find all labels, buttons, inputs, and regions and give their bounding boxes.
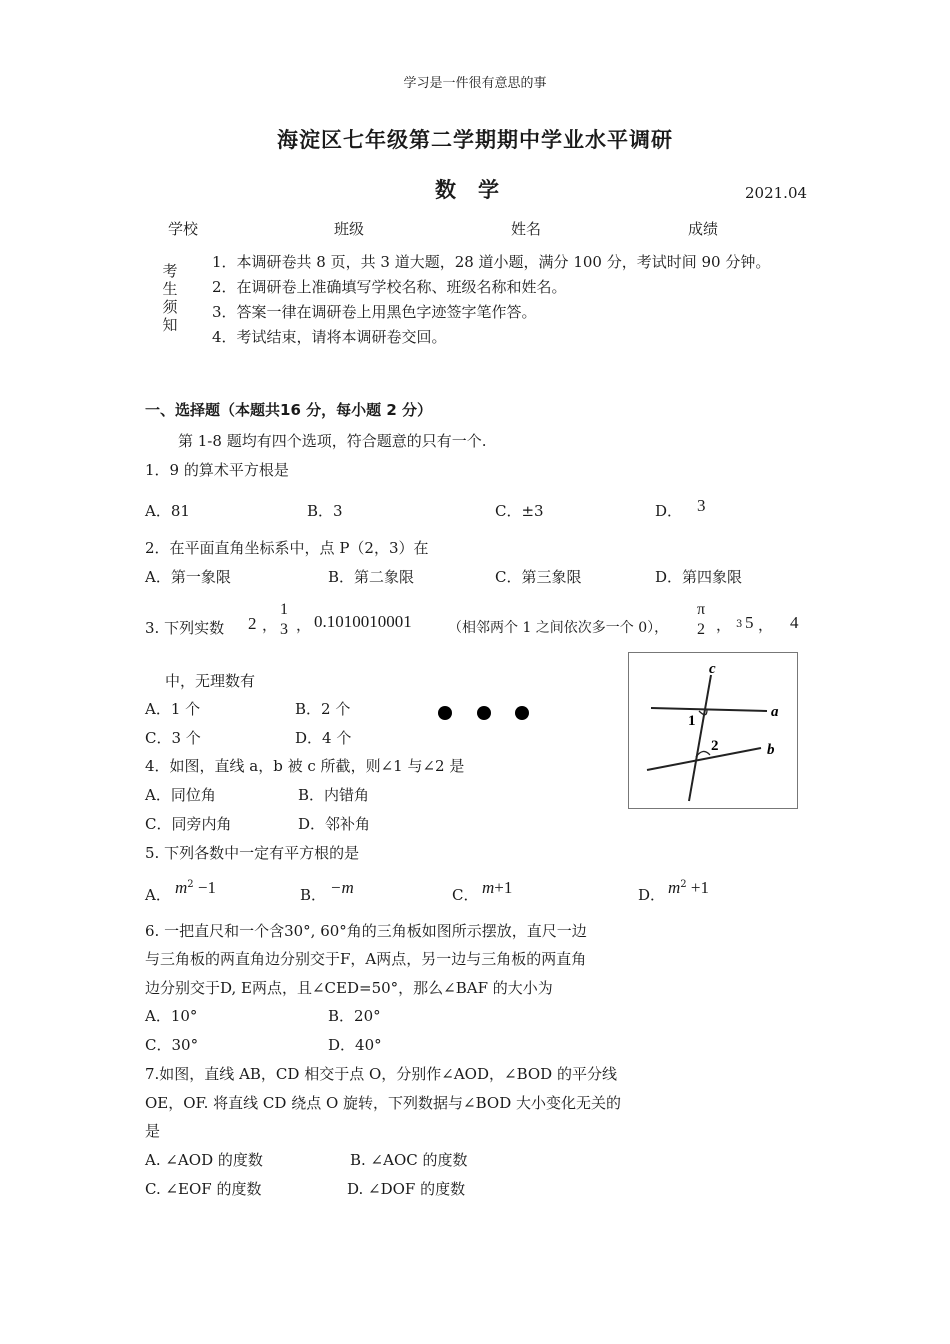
q6-line-2: 与三角板的两直角边分别交于F，A两点，另一边与三角板的两直角 bbox=[145, 950, 587, 968]
q2-option-d: D．第四象限 bbox=[655, 568, 743, 586]
q5-c-tail: +1 bbox=[494, 878, 513, 897]
q3-cbrt-index: 3 bbox=[736, 619, 743, 630]
q7-line-1: 7.如图，直线 AB，CD 相交于点 O，分别作∠AOD，∠BOD 的平分线 bbox=[145, 1065, 617, 1083]
decorative-dot bbox=[438, 706, 452, 720]
q3-decimal: 0.1010010001 bbox=[314, 612, 412, 631]
notice-item: 1．本调研卷共 8 页，共 3 道大题，28 道小题，满分 100 分，考试时间 90 分钟。 bbox=[212, 253, 771, 271]
q4-option-a: A．同位角 bbox=[145, 786, 216, 804]
q3-fraction bbox=[280, 600, 288, 640]
q5-option-b-label: B． bbox=[300, 886, 327, 904]
q5-option-b-expr: −m bbox=[330, 878, 354, 897]
q3-option-d: D．4 个 bbox=[295, 729, 352, 747]
q6-line-1: 6. 一把直尺和一个含30°, 60°角的三角板如图所示摆放，直尺一边 bbox=[145, 922, 587, 940]
notice-item: 2．在调研卷上准确填写学校名称、班级名称和姓名。 bbox=[212, 278, 567, 296]
notice-label: 考生须知 bbox=[162, 262, 178, 334]
q3-stem-suffix: 中，无理数有 bbox=[165, 672, 256, 690]
q5-option-a-label: A． bbox=[145, 886, 171, 904]
q5-a-tail: −1 bbox=[193, 878, 216, 897]
q4-option-b: B．内错角 bbox=[298, 786, 370, 804]
q3-comma: ， bbox=[716, 616, 732, 634]
q1-option-c: C．±3 bbox=[495, 502, 544, 520]
q5-c-var: m bbox=[482, 878, 495, 897]
q3-comma: ， bbox=[296, 616, 312, 634]
page-header: 学习是一件很有意思的事 bbox=[403, 76, 547, 91]
q3-comma: ， bbox=[758, 616, 774, 634]
q5-option-a-expr bbox=[175, 878, 216, 898]
exam-date: 2021.04 bbox=[745, 184, 808, 202]
section-intro: 第 1-8 题均有四个选项，符合题意的只有一个. bbox=[178, 432, 487, 450]
q3-stem-prefix: 3. 下列实数 bbox=[145, 619, 225, 637]
q2-stem: 2．在平面直角坐标系中，点 P（2，3）在 bbox=[145, 539, 429, 557]
q4-option-c: C．同旁内角 bbox=[145, 815, 232, 833]
q3-pi-fraction bbox=[697, 600, 705, 640]
exam-title: 海淀区七年级第二学期期中学业水平调研 bbox=[277, 127, 673, 152]
info-score: 成绩 bbox=[688, 220, 719, 238]
q7-option-b: B. ∠AOC 的度数 bbox=[350, 1151, 468, 1169]
q1-option-d: D． bbox=[655, 502, 683, 520]
q3-pi-den: 2 bbox=[697, 621, 706, 638]
q3-note: （相邻两个 1 之间依次多一个 0）， bbox=[448, 620, 669, 636]
q2-option-a: A．第一象限 bbox=[145, 568, 231, 586]
q7-option-c: C. ∠EOF 的度数 bbox=[145, 1180, 262, 1198]
q3-frac-num: 1 bbox=[280, 601, 288, 618]
q3-number-2: 2 bbox=[248, 614, 257, 633]
q3-option-a: A．1 个 bbox=[145, 700, 201, 718]
q5-d-tail: +1 bbox=[686, 878, 709, 897]
q3-comma: ， bbox=[262, 616, 278, 634]
decorative-dot bbox=[515, 706, 529, 720]
q5-a-exp: 2 bbox=[187, 879, 194, 890]
line-c bbox=[689, 675, 711, 801]
q3-number-4: 4 bbox=[790, 613, 799, 632]
q4-stem: 4．如图，直线 a，b 被 c 所截，则∠1 与∠2 是 bbox=[145, 757, 465, 775]
label-angle-2: 2 bbox=[711, 738, 719, 754]
label-angle-1: 1 bbox=[688, 713, 696, 729]
q5-option-c-expr bbox=[482, 878, 512, 898]
q2-option-c: C．第三象限 bbox=[495, 568, 582, 586]
q3-pi-num: π bbox=[697, 601, 706, 618]
section-title: 一、选择题（本题共16 分，每小题 2 分） bbox=[145, 401, 432, 419]
q3-option-c: C．3 个 bbox=[145, 729, 201, 747]
q7-option-a: A. ∠AOD 的度数 bbox=[145, 1151, 263, 1169]
figure-svg bbox=[629, 653, 797, 808]
q1-option-b: B．3 bbox=[307, 502, 343, 520]
subject-title: 数学 bbox=[435, 177, 521, 202]
q3-cbrt-value: 5 bbox=[745, 613, 754, 632]
q5-d-exp: 2 bbox=[680, 879, 687, 890]
label-a: a bbox=[771, 704, 779, 720]
info-school: 学校 bbox=[168, 220, 199, 238]
q6-option-d: D．40° bbox=[328, 1036, 382, 1054]
q5-option-c-label: C． bbox=[452, 886, 479, 904]
q5-option-d-expr bbox=[668, 878, 709, 898]
q6-option-c: C．30° bbox=[145, 1036, 199, 1054]
label-c: c bbox=[709, 661, 716, 677]
q5-d-var: m bbox=[668, 878, 681, 897]
q6-option-a: A．10° bbox=[145, 1007, 198, 1025]
info-name: 姓名 bbox=[511, 220, 542, 238]
q5-a-var: m bbox=[175, 878, 188, 897]
q4-option-d: D．邻补角 bbox=[298, 815, 371, 833]
notice-item: 3．答案一律在调研卷上用黑色字迹签字笔作答。 bbox=[212, 303, 537, 321]
label-b: b bbox=[767, 742, 775, 758]
q7-line-2: OE，OF. 将直线 CD 绕点 O 旋转，下列数据与∠BOD 大小变化无关的 bbox=[145, 1094, 621, 1112]
q3-option-b: B．2 个 bbox=[295, 700, 351, 718]
info-class: 班级 bbox=[334, 220, 365, 238]
angle-1-arc bbox=[699, 710, 707, 715]
q1-stem: 1．9 的算术平方根是 bbox=[145, 461, 289, 479]
q6-line-3: 边分别交于D, E两点，且∠CED=50°，那么∠BAF 的大小为 bbox=[145, 979, 553, 997]
q1-d-value: 3 bbox=[697, 496, 706, 515]
q5-option-d-label: D． bbox=[638, 886, 666, 904]
q2-option-b: B．第二象限 bbox=[328, 568, 415, 586]
q5-stem: 5. 下列各数中一定有平方根的是 bbox=[145, 844, 360, 862]
q1-option-a: A．81 bbox=[145, 502, 190, 520]
decorative-dot bbox=[477, 706, 491, 720]
line-a bbox=[651, 708, 767, 711]
q7-option-d: D. ∠DOF 的度数 bbox=[347, 1180, 466, 1198]
parallel-lines-figure bbox=[628, 652, 798, 809]
q3-frac-den: 3 bbox=[280, 621, 288, 638]
q6-option-b: B．20° bbox=[328, 1007, 381, 1025]
notice-item: 4．考试结束，请将本调研卷交回。 bbox=[212, 328, 447, 346]
q7-line-3: 是 bbox=[145, 1122, 161, 1140]
